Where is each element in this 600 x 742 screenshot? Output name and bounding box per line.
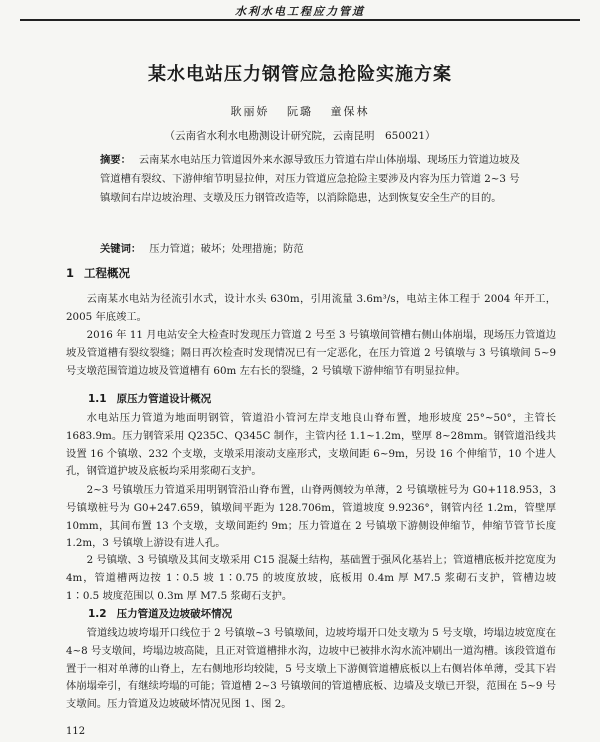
subsection-title: 压力管道及边坡破坏情况 [116,608,233,620]
keywords-label: 关键词： [100,243,142,255]
subsection-number: 1.1 [88,393,107,405]
journal-name: 水利水电工程应力管道 [235,5,365,18]
page-number: 112 [66,726,86,737]
paragraph: 2 号镇墩、3 号镇墩及其间支墩采用 C15 混凝土结构，基础置于强风化基岩上；管道槽底板并挖宽度为 4m，管道槽两边按 1∶0.5 坡 1∶0.75 的坡度放坡，底板用 0.4m 厚 M7.5 浆砌石支护，管槽边坡 1∶0.5 坡度范围以 0.3m 厚 M7.5 浆砌石支护。 [66,554,556,602]
keywords [100,240,520,259]
keywords-text: 压力管道；破坏；处理措施；防范 [149,243,304,255]
section-number: 1 [66,266,75,280]
section-heading-1 [66,265,130,281]
author-name: 童保林 [330,105,370,118]
header-rule [20,19,580,21]
journal-header [0,0,600,22]
section-title: 工程概况 [84,266,131,280]
subsection-heading-1-2 [88,606,232,621]
author-name: 阮璐 [287,105,313,118]
paper-title: 某水电站压力钢管应急抢险实施方案 [148,64,452,85]
paragraph: 管道线边坡垮塌开口线位于 2 号镇墩~3 号镇墩间，边坡垮塌开口处支墩为 5 号支墩，垮塌边坡宽度在 4~8 号支墩间，垮塌边坡高陡，且正对管道槽排水沟，边坡中已被排水沟水流冲刷出一道沟槽。该段管道布置于一相对单薄的山脊上，左右侧地形均较陡，5 号支墩上下游侧管道槽底板以上右侧岩体单薄，受其下岩体崩塌牵引，有继续垮塌的可能；管道槽 2~3 号镇墩间的管道槽底板、边墙及支墩已开裂，范围在 5~9 号支墩间。压力管道及边坡破坏情况见图 1、图 2。 [66,627,556,711]
abstract-text: 云南某水电站压力管道因外来水源导致压力管道右岸山体崩塌、现场压力管道边坡及管道槽有裂纹、下游伸缩节明显拉伸，对压力管道应急抢险主要涉及内容为压力管道 2~3 号镇墩间右岸边坡治理、支墩及压力钢管改造等，以消除隐患，达到恢复安全生产的目的。 [100,154,520,205]
subsection-title: 原压力管道设计概况 [116,393,212,405]
subsection-heading-1-1 [88,391,211,406]
paragraph: 水电站压力管道为地面明钢管，管道沿小管河左岸支地良山脊布置，地形坡度 25°~50°，主管长 1683.9m。压力钢管采用 Q235C、Q345C 制作，主管内径 1.1~1.2m，壁厚 8~28mm。钢管道沿线共设置 16 个镇墩、232 个支墩，支墩采用滚动支座形式，支墩间距 6~9m，另设 16 个伸缩节，10 个进人孔，钢管道护坡及底板均采用浆砌石支护。 [66,412,556,478]
abstract [100,151,520,209]
affiliation: （云南省水利水电勘测设计研究院，云南昆明 650021） [164,130,436,142]
abstract-label: 摘要： [100,154,131,166]
paragraph: 云南某水电站为径流引水式，设计水头 630m，引用流量 3.6m³/s，电站主体工程于 2004 年开工，2005 年底竣工。 [66,293,556,323]
paragraph: 2016 年 11 月电站安全大检查时发现压力管道 2 号至 3 号镇墩间管槽右侧山体崩塌，现场压力管道边坡及管道槽有裂纹裂缝；隔日再次检查时发现情况已有一定恶化，在压力管道 2 号镇墩与 3 号镇墩间 5~9 号支墩范围管道边坡及管道槽有 60m 左右长的裂缝，2 号镇墩下游伸缩节有明显拉伸。 [66,329,556,377]
author-list [0,103,600,119]
subsection-number: 1.2 [88,608,107,620]
paragraph: 2~3 号镇墩压力管道采用明钢管沿山脊布置，山脊两侧较为单薄，2 号镇墩桩号为 G0+118.953，3 号镇墩桩号为 G0+247.659，镇墩间平距为 128.706m，管道坡度 9.9236°，钢管内径 1.2m，管壁厚 10mm，其间布置 13 个支墩，支墩间距约 9m；压力管道在 2 号镇墩下游侧设伸缩节，伸缩节管节长度 1.2m，3 号镇墩上游设有进人孔。 [66,484,556,550]
author-name: 耿丽娇 [230,105,270,118]
